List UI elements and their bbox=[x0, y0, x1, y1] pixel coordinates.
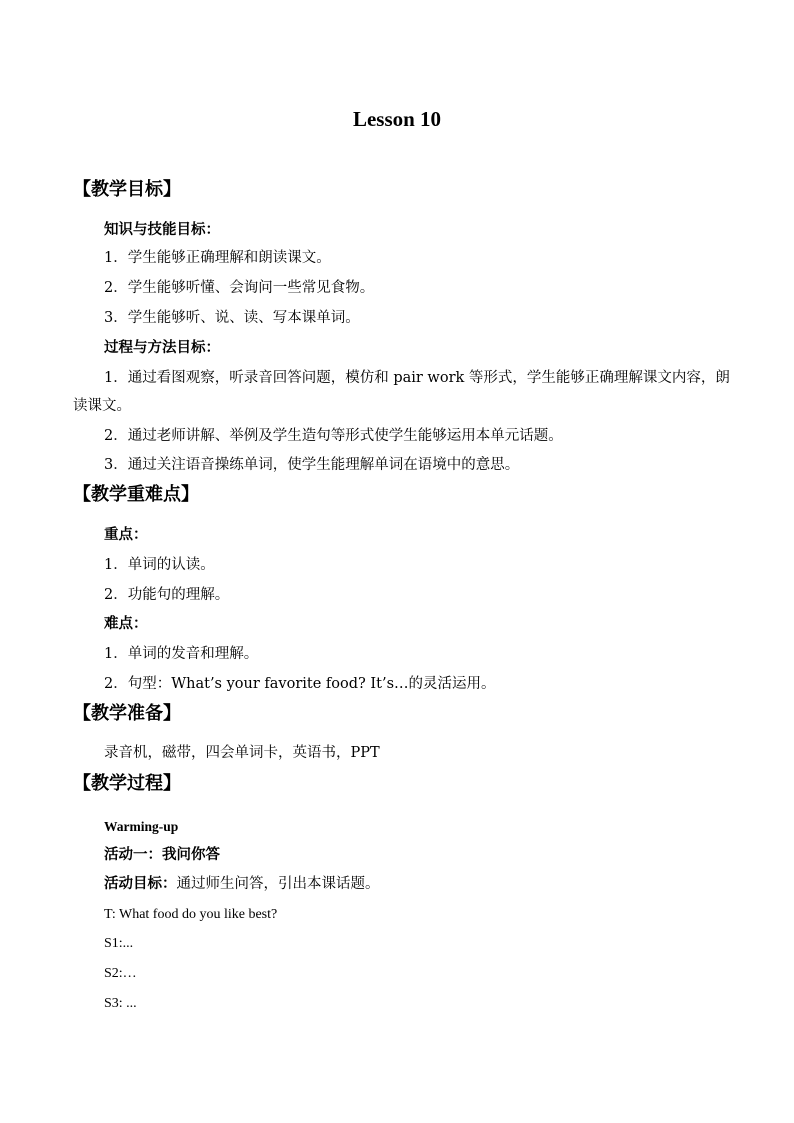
activity-goal bbox=[104, 874, 380, 894]
activity-goal-text: 通过师生问答，引出本课话题。 bbox=[176, 876, 380, 892]
section-heading-process: 【教学过程】 bbox=[73, 773, 181, 794]
focus-item: 2．功能句的理解。 bbox=[104, 587, 230, 603]
warming-up-label: Warming-up bbox=[104, 819, 179, 834]
section-heading-preparation: 【教学准备】 bbox=[73, 703, 181, 724]
difficulty-label: 难点： bbox=[104, 615, 148, 632]
process-method-label: 过程与方法目标： bbox=[104, 339, 220, 356]
dialogue-line: S3: ... bbox=[104, 996, 137, 1011]
dialogue-line: T: What food do you like best? bbox=[104, 907, 278, 922]
dialogue-line: S2:… bbox=[104, 966, 137, 981]
process-item: 3．通过关注语音操练单词，使学生能理解单词在语境中的意思。 bbox=[104, 457, 520, 473]
activity-title: 活动一：我问你答 bbox=[104, 846, 220, 863]
section-heading-key-points: 【教学重难点】 bbox=[73, 484, 199, 505]
document-title: Lesson 10 bbox=[352, 107, 442, 131]
knowledge-item: 2．学生能够听懂、会询问一些常见食物。 bbox=[104, 280, 375, 296]
knowledge-item: 3．学生能够听、说、读、写本课单词。 bbox=[104, 310, 360, 326]
focus-item: 1．单词的认读。 bbox=[104, 557, 215, 573]
focus-label: 重点： bbox=[104, 526, 148, 543]
section-heading-objectives: 【教学目标】 bbox=[73, 179, 181, 200]
knowledge-skill-label: 知识与技能目标： bbox=[104, 221, 220, 238]
process-item: 2．通过老师讲解、举例及学生造句等形式使学生能够运用本单元话题。 bbox=[104, 428, 563, 444]
preparation-materials: 录音机，磁带，四会单词卡，英语书，PPT bbox=[104, 745, 380, 761]
dialogue-line: S1:... bbox=[104, 936, 134, 951]
difficulty-item: 1．单词的发音和理解。 bbox=[104, 646, 259, 662]
knowledge-item: 1．学生能够正确理解和朗读课文。 bbox=[104, 250, 331, 266]
activity-goal-label: 活动目标： bbox=[104, 875, 177, 892]
difficulty-item: 2．句型：What’s your favorite food? It’s…的灵活运用。 bbox=[104, 676, 496, 692]
process-item: 1．通过看图观察，听录音回答问题，模仿和 pair work 等形式，学生能够正确理解课文内容，朗读课文。 bbox=[73, 370, 730, 414]
